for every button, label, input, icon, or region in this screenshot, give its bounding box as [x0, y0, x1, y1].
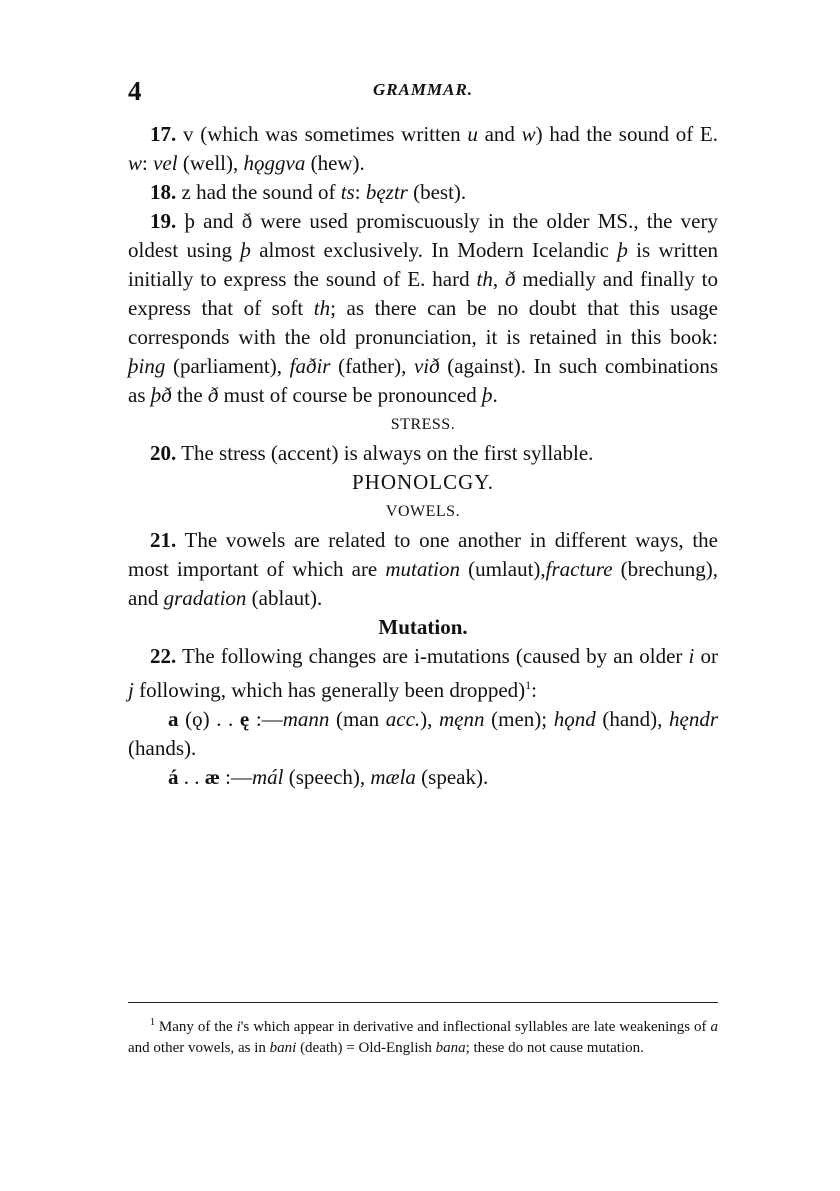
running-title: GRAMMAR.: [372, 80, 474, 99]
paragraph-18: 18. z had the sound of ts: bęztr (best).: [150, 180, 467, 204]
footnote: [128, 1012, 718, 1059]
page-number: 4: [128, 76, 142, 106]
running-header: [128, 76, 718, 106]
heading-mutation: Mutation.: [378, 615, 468, 639]
example-mutation-a-long: á . . æ :—mál (speech), mæla (speak).: [168, 765, 489, 789]
paragraph-21: 21. The vowels are related to one another in different ways, the most important of which are mutation (umlaut),fracture (brechung), and gradation (ablaut).: [128, 528, 718, 610]
paragraph-20: 20. The stress (accent) is always on the first syllable.: [150, 441, 594, 465]
example-mutation-a: a (ǫ) . . ę :—mann (man acc.), męnn (men); hǫnd (hand), hęndr (hands).: [128, 707, 718, 760]
footnote-text: $^1$ Many of the i's which appear in derivative and inflectional syllables are late weakenings of a and other vowels, as in bani (death) = Old-English bana; these do not cause mutation.: [128, 1017, 718, 1056]
heading-vowels: VOWELS.: [385, 503, 461, 520]
paragraph-22: 22. The following changes are i-mutations (caused by an older i or j following, which has generally been dropped)$^1$:: [128, 644, 718, 702]
heading-phonology: PHONOLCGY.: [351, 470, 495, 494]
paragraph-19: 19. þ and ð were used promiscuously in the older MS., the very oldest using þ almost exclusively. In Modern Icelandic þ is written initially to express the sound of E. hard th, ð medially and finally to express that of soft th; as there can be no doubt that this usage corresponds with the old pronunciation, it is retained in this book: þing (parliament), faðir (father), við (against). In such combinations as þð the ð must of course be pronounced þ.: [128, 209, 719, 407]
main-text: [128, 120, 718, 792]
footnote-rule: [128, 1002, 718, 1003]
paragraph-17: 17. v (which was sometimes written u and w) had the sound of E. w: vel (well), hǫggva (hew).: [128, 122, 719, 175]
heading-stress: STRESS.: [390, 416, 456, 433]
